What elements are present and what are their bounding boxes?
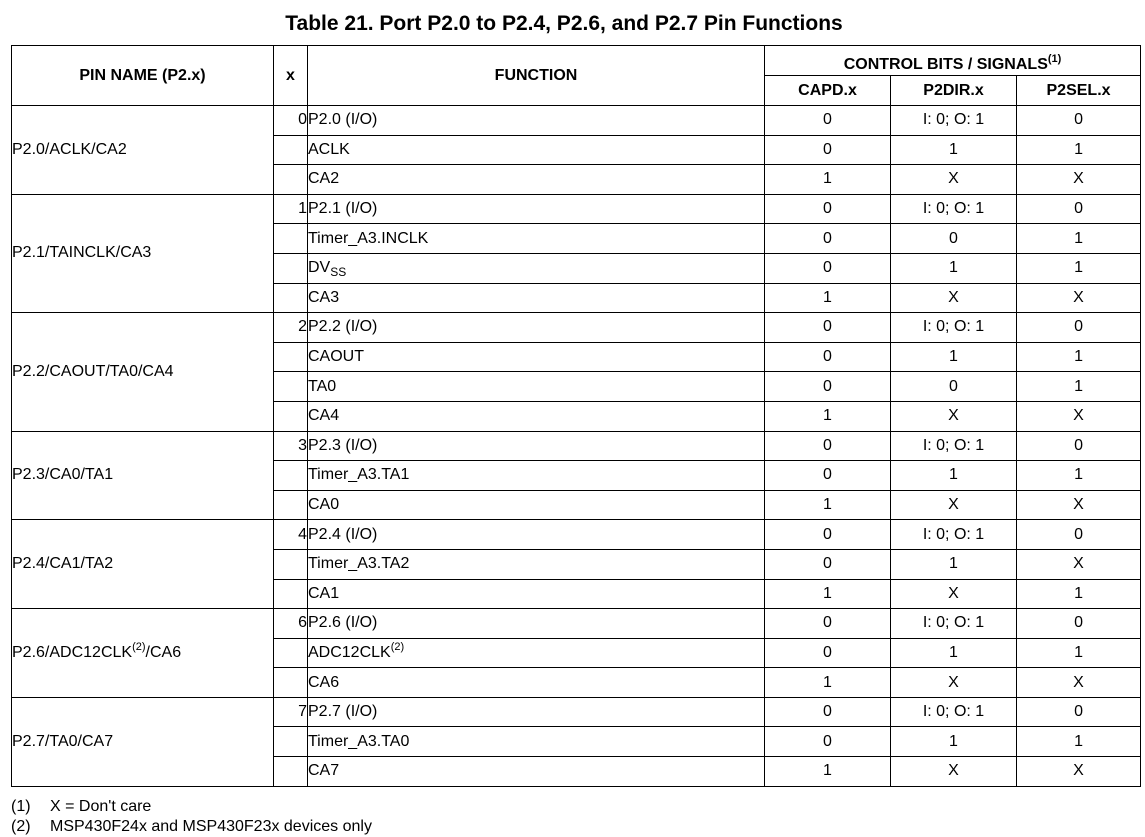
- p2sel-cell: X: [1017, 668, 1141, 698]
- table-row: [12, 106, 1141, 136]
- function-text: Timer_A3.TA1: [308, 466, 410, 484]
- header-p2sel: P2SEL.x: [1017, 76, 1141, 106]
- p2sel-cell: 1: [1017, 224, 1141, 254]
- footnote-ref-1: (1): [1047, 53, 1062, 65]
- p2sel-cell: 0: [1017, 520, 1141, 550]
- p2sel-cell: X: [1017, 757, 1141, 787]
- p2sel-cell: X: [1017, 549, 1141, 579]
- p2dir-cell: X: [891, 668, 1017, 698]
- function-cell: [308, 757, 765, 787]
- function-cell: [308, 224, 765, 254]
- p2dir-cell: 1: [891, 549, 1017, 579]
- pin-name-cell: [12, 609, 274, 698]
- header-p2dir: P2DIR.x: [891, 76, 1017, 106]
- table-body: [12, 106, 1141, 787]
- x-cell: [274, 727, 308, 757]
- pin-name-cell: [12, 697, 274, 786]
- function-cell: [308, 727, 765, 757]
- table-row: [12, 609, 1141, 639]
- header-pin-name: PIN NAME (P2.x): [12, 46, 274, 106]
- pin-name-cell: [12, 194, 274, 312]
- table-row: [12, 697, 1141, 727]
- capd-cell: 1: [765, 165, 891, 195]
- capd-cell: 0: [765, 727, 891, 757]
- table-title: Table 21. Port P2.0 to P2.4, P2.6, and P2.7 Pin Functions: [285, 12, 843, 35]
- table-row: [12, 194, 1141, 224]
- function-cell: [308, 668, 765, 698]
- capd-cell: 0: [765, 313, 891, 343]
- p2sel-cell: 1: [1017, 638, 1141, 668]
- p2sel-cell: 1: [1017, 135, 1141, 165]
- header-function: FUNCTION: [308, 46, 765, 106]
- p2dir-cell: 1: [891, 461, 1017, 491]
- p2dir-cell: 1: [891, 253, 1017, 283]
- footnote: [11, 817, 372, 837]
- capd-cell: 0: [765, 372, 891, 402]
- x-cell: [274, 224, 308, 254]
- function-text: ACLK: [308, 140, 350, 158]
- footnote-ref-2: (2): [132, 640, 146, 653]
- pin-name-suffix: /CA6: [145, 643, 182, 661]
- x-cell: [274, 579, 308, 609]
- function-cell: [308, 579, 765, 609]
- function-text: P2.4 (I/O): [308, 525, 378, 543]
- p2dir-cell: 1: [891, 135, 1017, 165]
- capd-cell: 0: [765, 253, 891, 283]
- function-text: P2.6 (I/O): [308, 614, 378, 632]
- p2sel-cell: 0: [1017, 697, 1141, 727]
- capd-cell: 1: [765, 401, 891, 431]
- function-text: Timer_A3.INCLK: [308, 229, 429, 247]
- pin-name-cell: [12, 520, 274, 609]
- footnotes: [11, 797, 372, 837]
- function-text: CA3: [308, 288, 340, 306]
- function-text: CA2: [308, 170, 340, 188]
- footnote: [11, 797, 372, 817]
- x-cell: 0: [274, 106, 308, 136]
- capd-cell: 0: [765, 342, 891, 372]
- function-cell: [308, 313, 765, 343]
- p2sel-cell: 0: [1017, 431, 1141, 461]
- p2dir-cell: 0: [891, 372, 1017, 402]
- pin-name-text: P2.2/CAOUT/TA0/CA4: [12, 362, 174, 380]
- function-text: TA0: [308, 377, 337, 395]
- x-cell: [274, 757, 308, 787]
- header-control-label: CONTROL BITS / SIGNALS: [843, 56, 1048, 73]
- p2dir-cell: 1: [891, 727, 1017, 757]
- function-cell: [308, 106, 765, 136]
- capd-cell: 0: [765, 431, 891, 461]
- function-cell: [308, 638, 765, 668]
- x-cell: [274, 283, 308, 313]
- x-cell: [274, 342, 308, 372]
- x-cell: [274, 668, 308, 698]
- function-cell: [308, 697, 765, 727]
- p2dir-cell: 1: [891, 638, 1017, 668]
- header-control-bits: [765, 46, 1141, 76]
- function-text: CA4: [308, 407, 340, 425]
- capd-cell: 0: [765, 461, 891, 491]
- pin-name-cell: [12, 431, 274, 520]
- x-cell: 6: [274, 609, 308, 639]
- function-cell: [308, 194, 765, 224]
- function-text: Timer_A3.TA2: [308, 555, 410, 573]
- p2dir-cell: X: [891, 401, 1017, 431]
- function-cell: [308, 401, 765, 431]
- header-capd: CAPD.x: [765, 76, 891, 106]
- p2sel-cell: 1: [1017, 342, 1141, 372]
- function-cell: [308, 283, 765, 313]
- x-cell: [274, 461, 308, 491]
- function-cell: [308, 520, 765, 550]
- x-cell: [274, 549, 308, 579]
- p2dir-cell: I: 0; O: 1: [891, 313, 1017, 343]
- x-cell: 1: [274, 194, 308, 224]
- pin-name-text: P2.6/ADC12CLK: [12, 643, 133, 661]
- p2dir-cell: I: 0; O: 1: [891, 106, 1017, 136]
- function-cell: [308, 549, 765, 579]
- p2dir-cell: I: 0; O: 1: [891, 520, 1017, 550]
- p2dir-cell: I: 0; O: 1: [891, 697, 1017, 727]
- capd-cell: 0: [765, 106, 891, 136]
- function-cell: [308, 342, 765, 372]
- p2sel-cell: 0: [1017, 313, 1141, 343]
- capd-cell: 1: [765, 283, 891, 313]
- capd-cell: 0: [765, 194, 891, 224]
- table-row: [12, 520, 1141, 550]
- x-cell: [274, 401, 308, 431]
- p2dir-cell: X: [891, 490, 1017, 520]
- function-cell: [308, 165, 765, 195]
- pin-functions-table: [11, 45, 1141, 787]
- function-cell: [308, 135, 765, 165]
- function-text: ADC12CLK: [308, 643, 391, 661]
- footnote-number: (2): [11, 818, 31, 835]
- x-cell: [274, 490, 308, 520]
- header-x: x: [274, 46, 308, 106]
- capd-cell: 0: [765, 520, 891, 550]
- footnote-text: MSP430F24x and MSP430F23x devices only: [50, 818, 372, 835]
- p2dir-cell: I: 0; O: 1: [891, 609, 1017, 639]
- function-subscript: SS: [330, 265, 347, 280]
- x-cell: 4: [274, 520, 308, 550]
- capd-cell: 0: [765, 609, 891, 639]
- x-cell: [274, 372, 308, 402]
- pin-name-text: P2.0/ACLK/CA2: [12, 140, 127, 158]
- p2sel-cell: 1: [1017, 461, 1141, 491]
- capd-cell: 0: [765, 224, 891, 254]
- p2sel-cell: 0: [1017, 194, 1141, 224]
- function-cell: [308, 461, 765, 491]
- capd-cell: 1: [765, 757, 891, 787]
- p2sel-cell: 1: [1017, 253, 1141, 283]
- x-cell: [274, 638, 308, 668]
- header-row-1: [12, 46, 1141, 76]
- x-cell: 7: [274, 697, 308, 727]
- pin-name-cell: [12, 313, 274, 431]
- x-cell: [274, 253, 308, 283]
- function-text: P2.0 (I/O): [308, 111, 378, 129]
- p2dir-cell: X: [891, 579, 1017, 609]
- p2dir-cell: 1: [891, 342, 1017, 372]
- table-row: [12, 431, 1141, 461]
- footnote-ref-2: (2): [390, 640, 405, 653]
- p2dir-cell: I: 0; O: 1: [891, 194, 1017, 224]
- p2sel-cell: X: [1017, 401, 1141, 431]
- x-cell: 2: [274, 313, 308, 343]
- x-cell: [274, 165, 308, 195]
- function-text: CA7: [308, 762, 340, 780]
- p2dir-cell: I: 0; O: 1: [891, 431, 1017, 461]
- function-text: P2.3 (I/O): [308, 436, 378, 454]
- p2sel-cell: X: [1017, 283, 1141, 313]
- p2sel-cell: X: [1017, 490, 1141, 520]
- function-text: P2.2 (I/O): [308, 318, 378, 336]
- pin-name-text: P2.3/CA0/TA1: [12, 466, 114, 484]
- p2sel-cell: 0: [1017, 609, 1141, 639]
- function-text: P2.7 (I/O): [308, 703, 378, 721]
- p2dir-cell: X: [891, 283, 1017, 313]
- function-text: CAOUT: [308, 348, 364, 366]
- x-cell: 3: [274, 431, 308, 461]
- capd-cell: 1: [765, 579, 891, 609]
- table-row: [12, 313, 1141, 343]
- function-cell: [308, 372, 765, 402]
- capd-cell: 1: [765, 490, 891, 520]
- p2sel-cell: 0: [1017, 106, 1141, 136]
- p2dir-cell: X: [891, 757, 1017, 787]
- pin-name-text: P2.4/CA1/TA2: [12, 555, 114, 573]
- capd-cell: 0: [765, 697, 891, 727]
- capd-cell: 1: [765, 668, 891, 698]
- pin-name-text: P2.7/TA0/CA7: [12, 732, 114, 750]
- p2dir-cell: 0: [891, 224, 1017, 254]
- function-cell: [308, 253, 765, 283]
- function-text: CA0: [308, 496, 340, 514]
- function-cell: [308, 490, 765, 520]
- p2sel-cell: 1: [1017, 727, 1141, 757]
- function-text: CA6: [308, 673, 340, 691]
- function-cell: [308, 609, 765, 639]
- footnote-text: X = Don't care: [50, 798, 152, 815]
- footnote-number: (1): [11, 798, 31, 815]
- p2dir-cell: X: [891, 165, 1017, 195]
- p2sel-cell: 1: [1017, 579, 1141, 609]
- function-text: Timer_A3.TA0: [308, 732, 410, 750]
- function-cell: [308, 431, 765, 461]
- capd-cell: 0: [765, 638, 891, 668]
- function-text: P2.1 (I/O): [308, 200, 378, 218]
- capd-cell: 0: [765, 135, 891, 165]
- capd-cell: 0: [765, 549, 891, 579]
- p2sel-cell: 1: [1017, 372, 1141, 402]
- p2sel-cell: X: [1017, 165, 1141, 195]
- function-text: CA1: [308, 584, 340, 602]
- pin-name-cell: [12, 106, 274, 195]
- pin-name-text: P2.1/TAINCLK/CA3: [12, 244, 152, 262]
- x-cell: [274, 135, 308, 165]
- function-text: DV: [308, 259, 331, 277]
